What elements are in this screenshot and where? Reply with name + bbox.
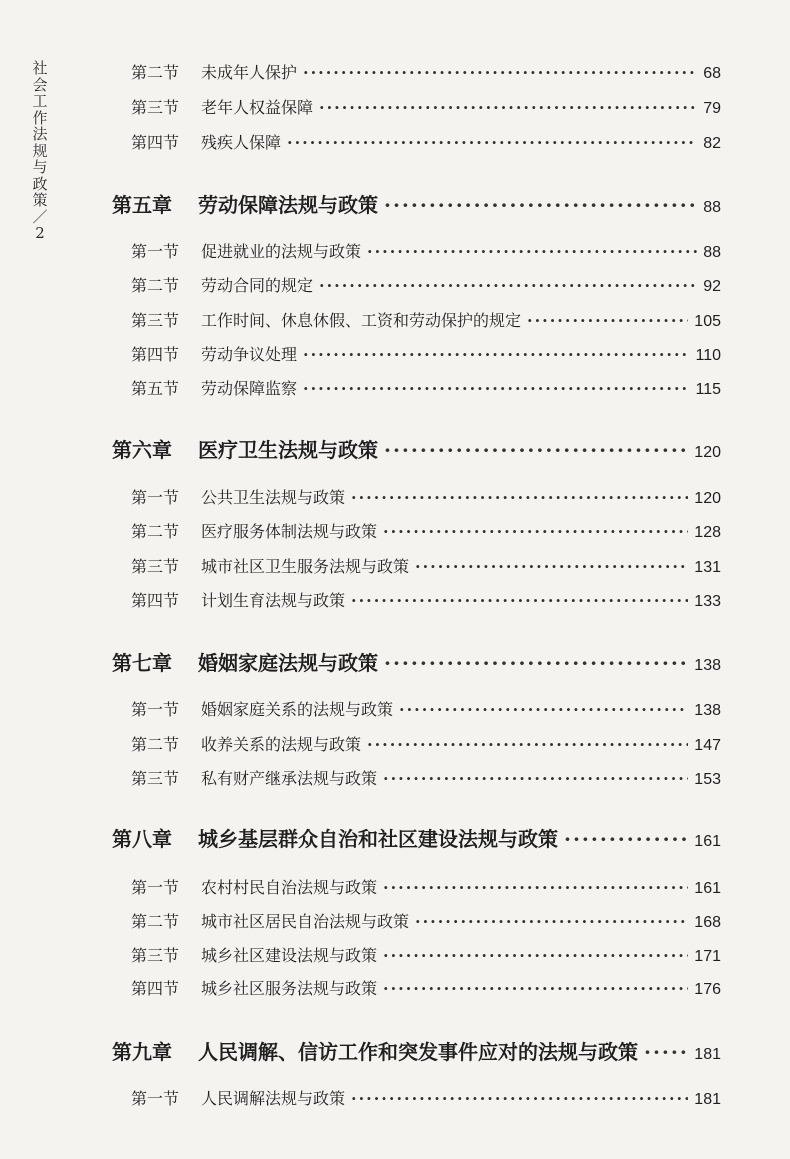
toc-chapter bbox=[112, 434, 721, 463]
entry-page: 82 bbox=[703, 135, 721, 152]
entry-page: 171 bbox=[694, 948, 721, 965]
dot-leader bbox=[367, 242, 697, 261]
entry-label: 第二节 bbox=[131, 912, 180, 931]
dot-leader bbox=[415, 912, 688, 931]
toc-entry bbox=[131, 60, 721, 83]
toc-entry bbox=[131, 697, 721, 720]
toc-chapter bbox=[112, 823, 721, 852]
entry-title: 城市社区居民自治法规与政策 bbox=[201, 912, 410, 931]
toc-entry bbox=[131, 130, 721, 153]
toc-chapter bbox=[112, 189, 721, 218]
entry-label: 第三节 bbox=[131, 769, 180, 788]
entry-page: 131 bbox=[694, 559, 721, 576]
dot-leader bbox=[383, 522, 688, 541]
entry-page: 68 bbox=[703, 65, 721, 82]
dot-leader bbox=[351, 488, 688, 507]
entry-title: 城乡社区建设法规与政策 bbox=[201, 946, 378, 965]
entry-label: 第一节 bbox=[131, 700, 180, 719]
entry-label: 第四节 bbox=[131, 345, 180, 364]
toc-entry bbox=[131, 766, 721, 789]
entry-label: 第一节 bbox=[131, 1089, 180, 1108]
entry-page: 79 bbox=[703, 100, 721, 117]
entry-label: 第二节 bbox=[131, 522, 180, 541]
toc-entry bbox=[131, 909, 721, 932]
entry-page: 128 bbox=[694, 524, 721, 541]
entry-label: 第二节 bbox=[131, 63, 180, 82]
entry-label: 第五节 bbox=[131, 379, 180, 398]
entry-label: 第四节 bbox=[131, 591, 180, 610]
entry-label: 第二节 bbox=[131, 276, 180, 295]
dot-leader bbox=[303, 379, 689, 398]
toc-entry bbox=[131, 875, 721, 898]
entry-label: 第一节 bbox=[131, 488, 180, 507]
entry-page: 120 bbox=[694, 490, 721, 507]
entry-title: 城市社区卫生服务法规与政策 bbox=[201, 557, 410, 576]
dot-leader bbox=[644, 1040, 688, 1064]
toc-entry bbox=[131, 239, 721, 262]
entry-title: 人民调解法规与政策 bbox=[201, 1089, 346, 1108]
chapter-page: 120 bbox=[694, 444, 721, 461]
chapter-label: 第九章 bbox=[112, 1040, 172, 1064]
entry-page: 138 bbox=[694, 702, 721, 719]
entry-page: 176 bbox=[694, 981, 721, 998]
chapter-page: 161 bbox=[694, 833, 721, 850]
entry-title: 医疗服务体制法规与政策 bbox=[201, 522, 378, 541]
dot-leader bbox=[303, 345, 689, 364]
entry-label: 第三节 bbox=[131, 946, 180, 965]
dot-leader bbox=[367, 735, 688, 754]
entry-page: 168 bbox=[694, 914, 721, 931]
chapter-page: 88 bbox=[703, 199, 721, 216]
toc-chapter bbox=[112, 1036, 721, 1065]
toc-entry bbox=[131, 588, 721, 611]
toc-entry bbox=[131, 273, 721, 296]
chapter-title: 城乡基层群众自治和社区建设法规与政策 bbox=[198, 827, 558, 851]
entry-label: 第三节 bbox=[131, 98, 180, 117]
chapter-page: 138 bbox=[694, 657, 721, 674]
entry-page: 181 bbox=[694, 1091, 721, 1108]
chapter-title: 劳动保障法规与政策 bbox=[198, 193, 378, 217]
entry-title: 私有财产继承法规与政策 bbox=[201, 769, 378, 788]
toc-entry bbox=[131, 976, 721, 999]
dot-leader bbox=[399, 700, 688, 719]
dot-leader bbox=[384, 438, 688, 462]
dot-leader bbox=[564, 827, 688, 851]
dot-leader bbox=[383, 769, 688, 788]
entry-page: 92 bbox=[703, 278, 721, 295]
entry-label: 第三节 bbox=[131, 311, 180, 330]
toc-chapter bbox=[112, 647, 721, 676]
entry-label: 第一节 bbox=[131, 242, 180, 261]
chapter-page: 181 bbox=[694, 1046, 721, 1063]
dot-leader bbox=[319, 98, 697, 117]
entry-page: 115 bbox=[695, 381, 721, 398]
entry-title: 收养关系的法规与政策 bbox=[201, 735, 362, 754]
entry-label: 第二节 bbox=[131, 735, 180, 754]
entry-title: 婚姻家庭关系的法规与政策 bbox=[201, 700, 394, 719]
entry-title: 城乡社区服务法规与政策 bbox=[201, 979, 378, 998]
chapter-title: 医疗卫生法规与政策 bbox=[198, 438, 378, 462]
toc-entry bbox=[131, 943, 721, 966]
entry-title: 农村村民自治法规与政策 bbox=[201, 878, 378, 897]
dot-leader bbox=[384, 193, 697, 217]
dot-leader bbox=[415, 557, 688, 576]
entry-label: 第一节 bbox=[131, 878, 180, 897]
dot-leader bbox=[351, 591, 688, 610]
dot-leader bbox=[287, 133, 697, 152]
dot-leader bbox=[319, 276, 697, 295]
entry-page: 110 bbox=[695, 347, 721, 364]
entry-page: 147 bbox=[694, 737, 721, 754]
toc-entry bbox=[131, 732, 721, 755]
chapter-label: 第八章 bbox=[112, 827, 172, 851]
toc-entry bbox=[131, 342, 721, 365]
toc-entry bbox=[131, 376, 721, 399]
entry-title: 劳动争议处理 bbox=[201, 345, 298, 364]
entry-title: 工作时间、休息休假、工资和劳动保护的规定 bbox=[201, 311, 522, 330]
dot-leader bbox=[303, 63, 697, 82]
toc-entry bbox=[131, 308, 721, 331]
running-header: 社会工作法规与政策／2 bbox=[32, 59, 48, 242]
chapter-title: 人民调解、信访工作和突发事件应对的法规与政策 bbox=[198, 1040, 638, 1064]
dot-leader bbox=[383, 946, 688, 965]
entry-label: 第四节 bbox=[131, 979, 180, 998]
entry-title: 残疾人保障 bbox=[201, 133, 282, 152]
dot-leader bbox=[383, 979, 688, 998]
entry-page: 161 bbox=[694, 880, 721, 897]
entry-title: 公共卫生法规与政策 bbox=[201, 488, 346, 507]
dot-leader bbox=[527, 311, 688, 330]
entry-page: 105 bbox=[694, 313, 721, 330]
dot-leader bbox=[384, 651, 688, 675]
dot-leader bbox=[351, 1089, 688, 1108]
chapter-label: 第七章 bbox=[112, 651, 172, 675]
entry-title: 劳动合同的规定 bbox=[201, 276, 314, 295]
entry-title: 劳动保障监察 bbox=[201, 379, 298, 398]
entry-title: 未成年人保护 bbox=[201, 63, 298, 82]
toc-entry bbox=[131, 1086, 721, 1109]
entry-title: 老年人权益保障 bbox=[201, 98, 314, 117]
toc-entry bbox=[131, 554, 721, 577]
toc-entry bbox=[131, 95, 721, 118]
entry-page: 133 bbox=[694, 593, 721, 610]
entry-page: 153 bbox=[694, 771, 721, 788]
entry-page: 88 bbox=[703, 244, 721, 261]
toc-entry bbox=[131, 485, 721, 508]
chapter-label: 第六章 bbox=[112, 438, 172, 462]
dot-leader bbox=[383, 878, 688, 897]
chapter-title: 婚姻家庭法规与政策 bbox=[198, 651, 378, 675]
entry-title: 促进就业的法规与政策 bbox=[201, 242, 362, 261]
entry-title: 计划生育法规与政策 bbox=[201, 591, 346, 610]
toc-entry bbox=[131, 519, 721, 542]
chapter-label: 第五章 bbox=[112, 193, 172, 217]
entry-label: 第三节 bbox=[131, 557, 180, 576]
entry-label: 第四节 bbox=[131, 133, 180, 152]
